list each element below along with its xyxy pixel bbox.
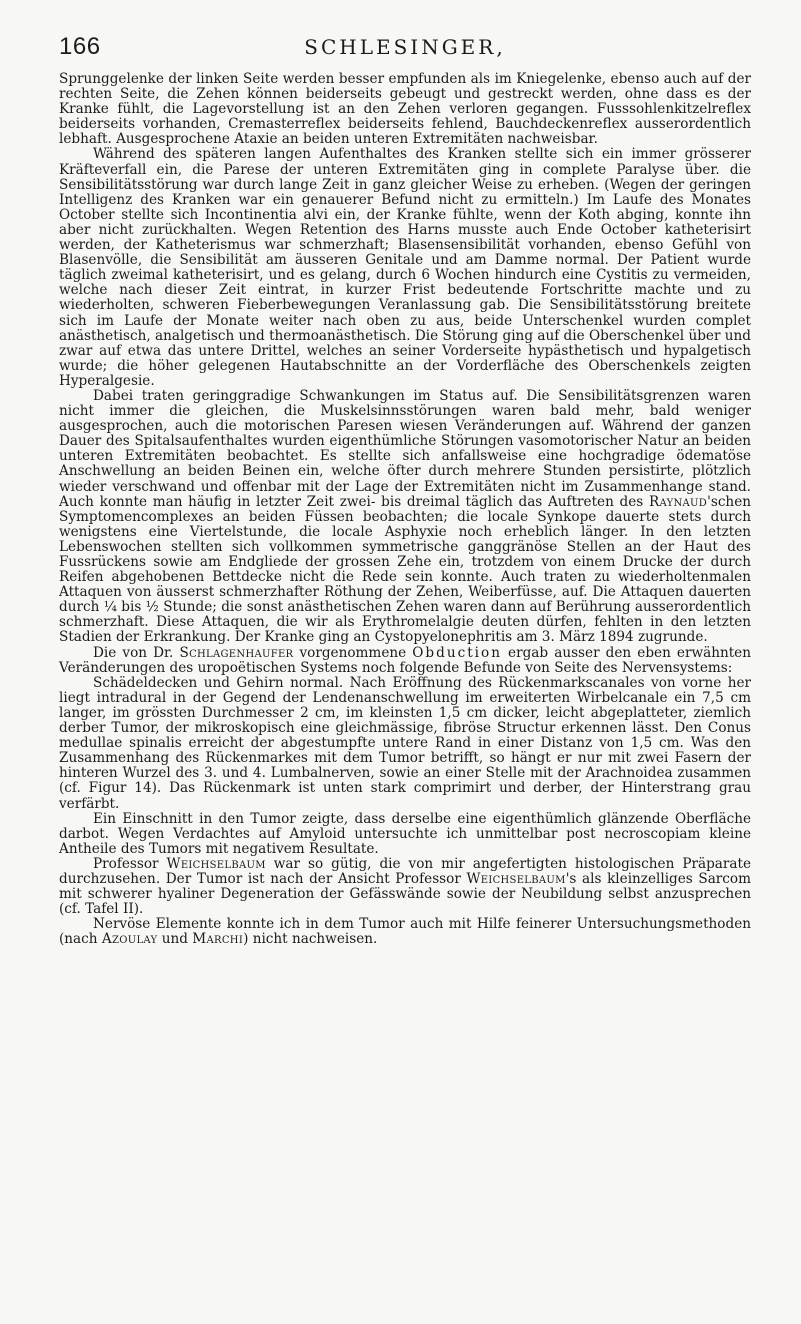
paragraph-text: und: [157, 931, 193, 948]
paragraph-text: Schädeldecken und Gehirn normal. Nach Eröffnung des Rückenmarkscanales von vorne her liegt intradural in der Gegend der Lendenanschwellung im erweiterten Wirbelcanale ein 7,5 cm langer, im grössten Durchmesser 2 cm, im kleinsten 1,5 cm dicker, leicht abgeplatteter, ziemlich derber Tumor, der mikroskopisch eine gleichmässige, fibröse Structur erkennen lässt. Den Conus medullae spinalis erreicht der abgestumpfte untere Rand in einer Distanz von 1,5 cm. Was den Zusammenhang des Rückenmarkes mit dem Tumor betrifft, so hängt er nur mit zwei Fasern der hinteren Wurzel des 3. und 4. Lumbalnerven, sowie an einer Stelle mit der Arachnoidea zusammen (cf. Figur 14). Das Rückenmark ist unten stark comprimirt und derber, der Hinterstrang grau verfärbt.: [59, 674, 751, 812]
paragraph-text: Sprunggelenke der linken Seite werden besser empfunden als im Kniegelenke, ebenso auch auf der rechten Seite, die Zehen können beiderseits gebeugt und gestreckt werden, ohne dass es der Kranke fühlt, die Lagevorstellung ist an den Zehen verloren gegangen. Fusssohlenkitzelreflex beiderseits vorhanden, Cremasterreflex beiderseits fehlend, Bauchdeckenreflex ausserordentlich lebhaft. Ausgesprochene Ataxie an beiden unteren Extremitäten nachweisbar.: [59, 71, 751, 148]
running-head: SCHLESINGER,: [304, 35, 506, 59]
body-text: [59, 72, 751, 947]
page-header: [59, 33, 751, 63]
author-name: Marchi: [192, 931, 244, 948]
paragraph: [59, 389, 751, 646]
paragraph: [59, 917, 751, 947]
paragraph: [59, 857, 751, 917]
paragraph-text: ergab ausser den eben erwähnten Veränderungen des uropoëtischen Systems noch folgende Befunde von Seite des Nervensystems:: [59, 644, 751, 676]
paragraph: [59, 72, 751, 147]
paragraph-text: Die von Dr.: [93, 644, 180, 661]
paragraph-text: Nervöse Elemente konnte ich in dem Tumor auch mit Hilfe feinerer Untersuchungsmethoden (nach: [59, 916, 751, 948]
paragraph-text: Dabei traten geringgradige Schwankungen im Status auf. Die Sensibilitätsgrenzen waren nicht immer die gleichen, die Muskelsinnsstörungen waren bald mehr, bald weniger ausgesprochen, auch die motorischen Paresen wiesen Veränderungen auf. Während der ganzen Dauer des Spitalsaufenthaltes wurden eigenthümliche Störungen vasomotorischer Natur an beiden unteren Extremitäten beobachtet. Es stellte sich anfallsweise eine hochgradige ödematöse Anschwellung an beiden Beinen ein, welche öfter durch mehrere Stunden persistirte, plötzlich wieder verschwand und offenbar mit der Lage der Extremitäten nicht im Zusammenhange stand. Auch konnte man häufig in letzter Zeit zwei- bis dreimal täglich das Auftreten des: [59, 387, 751, 510]
paragraph-text: 's als kleinzelliges Sarcom mit schwerer hyaliner Degeneration der Gefässwände sowie der Neubildung selbst anzusprechen (cf. Tafel II).: [59, 870, 751, 918]
paragraph-text: Während des späteren langen Aufenthaltes des Kranken stellte sich ein immer grösserer Kräfteverfall ein, die Parese der unteren Extremitäten ging in complete Paralyse über. die Sensibilitätsstörung war durch lange Zeit in ganz gleicher Weise zu erheben. (Wegen der geringen Intelligenz des Kranken war ein genauerer Befund nicht zu ermitteln.) Im Laufe des Monates October stellte sich Incontinentia alvi ein, der Kranke fühlte, wenn der Koth abging, konnte ihn aber nicht zurückhalten. Wegen Retention des Harns musste auch Ende October katheterisirt werden, der Katheterismus war schmerzhaft; Blasensensibilität vorhanden, ebenso Gefühl von Blasenvölle, die Sensibilität am äusseren Genitale und am Damme normal. Der Patient wurde täglich zweimal katheterisirt, und es gelang, durch 6 Wochen hindurch eine Cystitis zu vermeiden, welche nach dieser Zeit eintrat, in kurzer Frist bedeutende Fortschritte machte und zu wiederholten, schweren Fieberbewegungen Veranlassung gab. Die Sensibilitätsstörung breitete sich im Laufe der Monate weiter nach oben zu aus, beide Unterschenkel wurden complet anästhetisch, analgetisch und thermoanästhetisch. Die Störung ging auf die Oberschenkel über und zwar auf etwa das untere Drittel, welches an seiner Vorderseite hypästhetisch und hypalgetisch wurde; die höher gelegenen Hautabschnitte an der Vorderfläche des Oberschenkels zeigten Hyperalgesie.: [59, 146, 751, 389]
author-name: Weichselbaum: [466, 870, 566, 887]
paragraph-text: Professor: [93, 855, 167, 872]
author-name: Schlagenhaufer: [179, 644, 294, 661]
paragraph: [59, 812, 751, 857]
paragraph: [59, 147, 751, 389]
author-name: Raynaud: [648, 493, 708, 510]
page-number: 166: [59, 33, 101, 60]
paragraph-text: 'schen Symptomencomplexes an beiden Füssen beobachten; die locale Synkope dauerte stets durch wenigstens eine Viertelstunde, die locale Asphyxie noch erheblich länger. In den letzten Lebenswochen stellten sich vollkommen symmetrische ganggränöse Stellen an der Haut des Fussrückens sowie am Endgliede der grossen Zehe ein, trotzdem von einem Drucke der durch Reifen abgehobenen Bettdecke nicht die Rede sein konnte. Auch traten zu wiederholtenmalen Attaquen von äusserst schmerzhafter Röthung der Zehen, Weiberfüsse, auf. Die Attaquen dauerten durch ¼ bis ½ Stunde; die sonst anästhetischen Zehen waren dann auf Berührung ausserordentlich schmerzhaft. Diese Attaquen, die wir als Erythromelalgie deuten dürfen, fehlten in den letzten Stadien der Erkrankung. Der Kranke ging an Cystopyelonephritis am 3. März 1894 zugrunde.: [59, 493, 751, 646]
paragraph-text: vorgenommene: [293, 644, 413, 661]
paragraph: [59, 646, 751, 676]
author-name: Weichselbaum: [166, 855, 266, 872]
paragraph-text: war so gütig, die von mir angefertigten histologischen Präparate durchzusehen. Der Tumor ist nach der Ansicht Professor: [59, 855, 751, 887]
paragraph-text: ) nicht nachweisen.: [243, 931, 378, 948]
emphasis-term: Obduction: [412, 644, 502, 661]
paragraph-text: Ein Einschnitt in den Tumor zeigte, dass derselbe eine eigenthümlich glänzende Oberfläche darbot. Wegen Verdachtes auf Amyloid untersuchte ich unmittelbar post necroscopiam kleine Antheile des Tumors mit negativem Resultate.: [59, 810, 751, 857]
paragraph: [59, 676, 751, 812]
author-name: Azoulay: [101, 931, 158, 948]
